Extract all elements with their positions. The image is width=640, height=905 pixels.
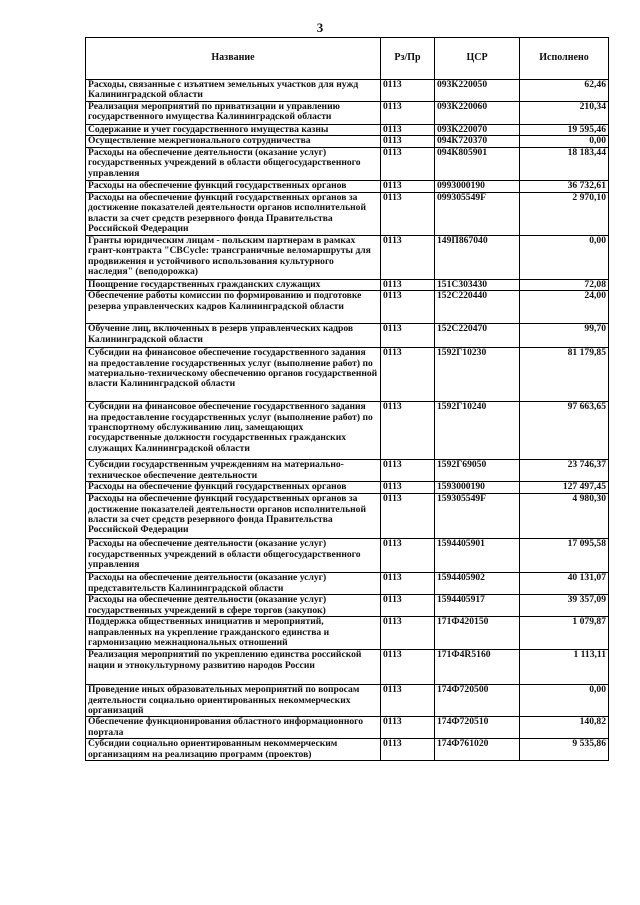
row-section-cell: 0113	[381, 494, 435, 539]
row-target-code-cell: 1593000190	[435, 482, 520, 494]
row-name-cell: Расходы на обеспечение деятельности (оказание услуг) государственных учреждений в области общегосударственного управления	[86, 147, 381, 180]
row-name-cell: Реализация мероприятий по приватизации и управлению государственного имущества Калининградской области	[86, 102, 381, 125]
row-target-code-cell: 094К805901	[435, 147, 520, 180]
row-section-cell: 0113	[381, 279, 435, 290]
row-executed-cell: 39 357,09	[520, 595, 609, 617]
row-section-cell: 0113	[381, 739, 435, 761]
table-row	[86, 595, 609, 617]
row-executed-cell: 99,70	[520, 324, 609, 348]
row-name-cell: Расходы на обеспечение функций государственных органов	[86, 482, 381, 494]
row-target-code-cell: 171Ф4R5160	[435, 650, 520, 685]
row-executed-cell: 97 663,65	[520, 402, 609, 460]
row-executed-cell: 81 179,85	[520, 348, 609, 402]
row-target-code-cell: 1594405902	[435, 573, 520, 595]
row-target-code-cell: 093К220070	[435, 125, 520, 136]
row-target-code-cell: 094К720370	[435, 136, 520, 147]
row-name-cell: Обучение лиц, включенных в резерв управленческих кадров Калининградской области	[86, 324, 381, 348]
row-executed-cell: 4 980,30	[520, 494, 609, 539]
row-section-cell: 0113	[381, 324, 435, 348]
table-row	[86, 80, 609, 102]
row-name-cell: Проведение иных образовательных мероприятий по вопросам деятельности социально ориентированных некоммерческих организаций	[86, 685, 381, 717]
table-row	[86, 136, 609, 147]
row-target-code-cell: 174Ф720500	[435, 685, 520, 717]
row-section-cell: 0113	[381, 180, 435, 192]
row-target-code-cell: 152С220440	[435, 291, 520, 324]
row-target-code-cell: 151С303430	[435, 279, 520, 290]
row-name-cell: Расходы на обеспечение функций государственных органов за достижение показателей деятельности органов исполнительной власти за счет средств резервного фонда Правительства Российской Федерации	[86, 494, 381, 539]
row-executed-cell: 36 732,61	[520, 180, 609, 192]
row-section-cell: 0113	[381, 192, 435, 235]
row-section-cell: 0113	[381, 460, 435, 482]
row-executed-cell: 72,08	[520, 279, 609, 290]
header-executed: Исполнено	[520, 38, 609, 80]
row-executed-cell: 62,46	[520, 80, 609, 102]
row-section-cell: 0113	[381, 685, 435, 717]
row-target-code-cell: 093К220050	[435, 80, 520, 102]
row-section-cell: 0113	[381, 125, 435, 136]
row-name-cell: Субсидии государственным учреждениям на материально-техническое обеспечение деятельности	[86, 460, 381, 482]
row-executed-cell: 140,82	[520, 717, 609, 739]
row-section-cell: 0113	[381, 136, 435, 147]
row-executed-cell: 0,00	[520, 235, 609, 279]
table-row	[86, 102, 609, 125]
row-name-cell: Поддержка общественных инициатив и мероприятий, направленных на укрепление гражданского единства и гармонизацию межнациональных отношений	[86, 617, 381, 650]
row-section-cell: 0113	[381, 348, 435, 402]
table-row	[86, 180, 609, 192]
row-target-code-cell: 174Ф761020	[435, 739, 520, 761]
table-row	[86, 402, 609, 460]
row-name-cell: Субсидии социально ориентированным некоммерческим организациям на реализацию программ (проектов)	[86, 739, 381, 761]
row-name-cell: Расходы, связанные с изъятием земельных участков для нужд Калининградской области	[86, 80, 381, 102]
row-executed-cell: 0,00	[520, 136, 609, 147]
row-target-code-cell: 1592Г69050	[435, 460, 520, 482]
row-executed-cell: 24,00	[520, 291, 609, 324]
table-row	[86, 539, 609, 573]
page-number: 3	[316, 20, 324, 35]
table-row	[86, 650, 609, 685]
row-section-cell: 0113	[381, 291, 435, 324]
row-executed-cell: 2 970,10	[520, 192, 609, 235]
row-section-cell: 0113	[381, 650, 435, 685]
row-target-code-cell: 1594405901	[435, 539, 520, 573]
row-executed-cell: 1 113,11	[520, 650, 609, 685]
table-row	[86, 494, 609, 539]
row-section-cell: 0113	[381, 402, 435, 460]
row-target-code-cell: 099305549F	[435, 192, 520, 235]
table-row	[86, 573, 609, 595]
row-executed-cell: 40 131,07	[520, 573, 609, 595]
row-executed-cell: 1 079,87	[520, 617, 609, 650]
row-section-cell: 0113	[381, 595, 435, 617]
row-name-cell: Реализация мероприятий по укреплению единства российской нации и этнокультурному развитию народов России	[86, 650, 381, 685]
row-name-cell: Расходы на обеспечение функций государственных органов	[86, 180, 381, 192]
table-row	[86, 147, 609, 180]
row-section-cell: 0113	[381, 80, 435, 102]
row-target-code-cell: 152С220470	[435, 324, 520, 348]
row-target-code-cell: 1592Г10240	[435, 402, 520, 460]
table-body	[86, 80, 609, 761]
header-section: Рз/Пр	[381, 38, 435, 80]
table-header-row	[86, 38, 609, 80]
row-target-code-cell: 1592Г10230	[435, 348, 520, 402]
row-executed-cell: 17 095,58	[520, 539, 609, 573]
row-target-code-cell: 174Ф720510	[435, 717, 520, 739]
row-name-cell: Расходы на обеспечение деятельности (оказание услуг) государственных учреждений в сфере торгов (закупок)	[86, 595, 381, 617]
row-section-cell: 0113	[381, 617, 435, 650]
row-target-code-cell: 093К220060	[435, 102, 520, 125]
table-row	[86, 685, 609, 717]
row-target-code-cell: 0993000190	[435, 180, 520, 192]
row-executed-cell: 23 746,37	[520, 460, 609, 482]
header-name: Название	[86, 38, 381, 80]
row-target-code-cell: 159305549F	[435, 494, 520, 539]
row-section-cell: 0113	[381, 482, 435, 494]
table-row	[86, 617, 609, 650]
header-target-code: ЦСР	[435, 38, 520, 80]
row-executed-cell: 9 535,86	[520, 739, 609, 761]
row-executed-cell: 18 183,44	[520, 147, 609, 180]
row-name-cell: Содержание и учет государственного имущества казны	[86, 125, 381, 136]
row-executed-cell: 210,34	[520, 102, 609, 125]
row-name-cell: Расходы на обеспечение деятельности (оказание услуг) государственных учреждений в области общегосударственного управления	[86, 539, 381, 573]
row-executed-cell: 0,00	[520, 685, 609, 717]
row-section-cell: 0113	[381, 102, 435, 125]
row-executed-cell: 19 595,46	[520, 125, 609, 136]
table-row	[86, 717, 609, 739]
row-target-code-cell: 149П867040	[435, 235, 520, 279]
row-target-code-cell: 1594405917	[435, 595, 520, 617]
row-name-cell: Осуществление межрегионального сотрудничества	[86, 136, 381, 147]
table-row	[86, 739, 609, 761]
row-target-code-cell: 171Ф420150	[435, 617, 520, 650]
table-row	[86, 235, 609, 279]
table-row	[86, 291, 609, 324]
row-name-cell: Субсидии на финансовое обеспечение государственного задания на предоставление государственных услуг (выполнение работ) по материально-техническому обеспечению органов государственной власти Калининградской области	[86, 348, 381, 402]
row-section-cell: 0113	[381, 147, 435, 180]
row-section-cell: 0113	[381, 573, 435, 595]
row-name-cell: Субсидии на финансовое обеспечение государственного задания на предоставление государственных услуг (выполнение работ) по транспортному обслуживанию лиц, замещающих государственные должности государственных гражданских служащих Калининградской области	[86, 402, 381, 460]
budget-execution-table	[85, 37, 609, 761]
table-row	[86, 482, 609, 494]
row-section-cell: 0113	[381, 235, 435, 279]
row-executed-cell: 127 497,45	[520, 482, 609, 494]
row-name-cell: Расходы на обеспечение деятельности (оказание услуг) представительств Калининградской области	[86, 573, 381, 595]
row-section-cell: 0113	[381, 717, 435, 739]
table-row	[86, 125, 609, 136]
table-row	[86, 192, 609, 235]
row-name-cell: Гранты юридическим лицам - польским партнерам в рамках грант-контракта "CBCycle: трансграничные веломаршруты для продвижения и устойчивого использования культурного наследия" (веподорожка)	[86, 235, 381, 279]
row-name-cell: Обеспечение работы комиссии по формированию и подготовке резерва управленческих кадров Калининградской области	[86, 291, 381, 324]
row-name-cell: Расходы на обеспечение функций государственных органов за достижение показателей деятельности органов исполнительной власти за счет средств резервного фонда Правительства Российской Федерации	[86, 192, 381, 235]
row-section-cell: 0113	[381, 539, 435, 573]
table-row	[86, 324, 609, 348]
row-name-cell: Обеспечение функционирования областного информационного портала	[86, 717, 381, 739]
table-row	[86, 348, 609, 402]
row-name-cell: Поощрение государственных гражданских служащих	[86, 279, 381, 290]
table-row	[86, 279, 609, 290]
table-row	[86, 460, 609, 482]
